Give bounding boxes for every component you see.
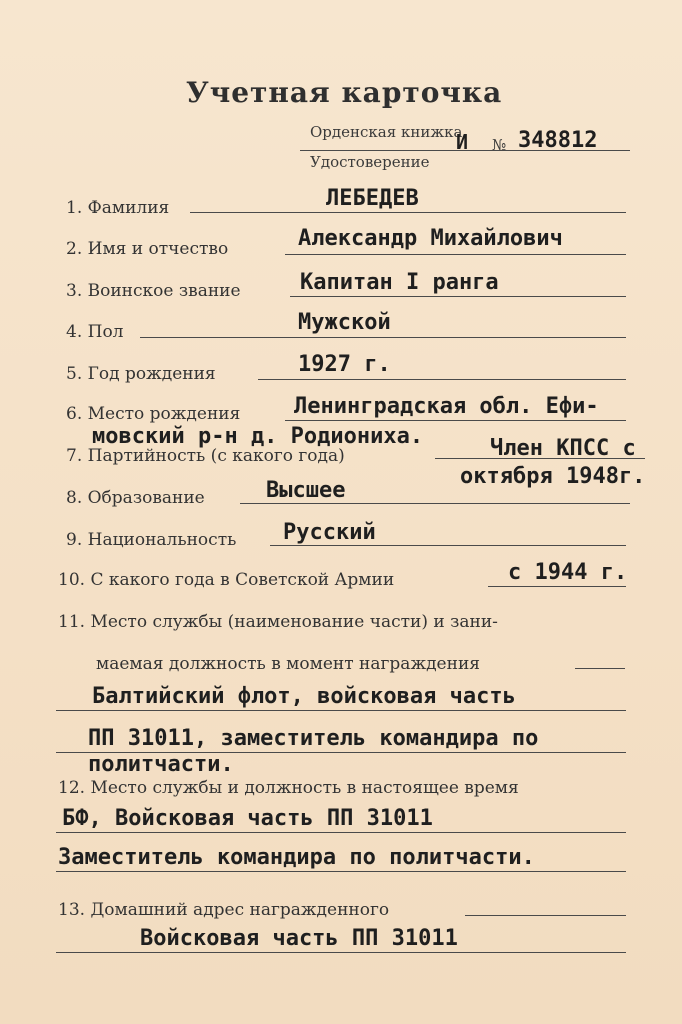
value-army-since: с 1944 г. bbox=[508, 560, 628, 585]
underline-3 bbox=[290, 296, 626, 297]
label-birth-year: 5. Год рождения bbox=[66, 364, 216, 384]
value-sex: Мужской bbox=[298, 310, 391, 335]
label-surname: 1. Фамилия bbox=[66, 198, 170, 218]
underline-1 bbox=[190, 212, 626, 213]
label-army-since: 10. С какого года в Советской Армии bbox=[58, 570, 395, 590]
value-service-place-1: Балтийский флот, войсковая часть bbox=[92, 684, 516, 709]
underline-11a bbox=[575, 668, 625, 669]
underline-13a bbox=[465, 915, 626, 916]
value-home-address: Войсковая часть ПП 31011 bbox=[140, 926, 458, 951]
value-education: Высшее bbox=[266, 478, 346, 503]
value-name: Александр Михайлович bbox=[298, 226, 563, 251]
underline-10 bbox=[488, 586, 626, 587]
value-rank: Капитан I ранга bbox=[300, 270, 499, 295]
label-education: 8. Образование bbox=[66, 488, 205, 508]
label-name: 2. Имя и отчество bbox=[66, 239, 229, 259]
value-party-1: Член КПСС с bbox=[490, 436, 636, 461]
label-party: 7. Партийность (с какого года) bbox=[66, 446, 345, 466]
underline-5 bbox=[258, 379, 626, 380]
underline-9 bbox=[270, 545, 626, 546]
label-nationality: 9. Национальность bbox=[66, 530, 237, 550]
card-title: Учетная карточка bbox=[186, 76, 503, 109]
underline-12a bbox=[56, 832, 626, 833]
label-birthplace: 6. Место рождения bbox=[66, 404, 241, 424]
label-service-place-1: 11. Место службы (наименование части) и зани- bbox=[58, 612, 498, 632]
value-party-2: октября 1948г. bbox=[460, 464, 646, 489]
underline-2 bbox=[285, 254, 626, 255]
label-service-place-2: маемая должность в момент награждения bbox=[96, 654, 480, 674]
underline-6 bbox=[285, 420, 626, 421]
value-nationality: Русский bbox=[283, 520, 376, 545]
underline-8 bbox=[240, 503, 630, 504]
underline-12b bbox=[56, 871, 626, 872]
doc-series: И bbox=[456, 130, 469, 154]
label-rank: 3. Воинское звание bbox=[66, 281, 241, 301]
value-surname: ЛЕБЕДЕВ bbox=[326, 186, 419, 211]
label-current-service: 12. Место службы и должность в настоящее время bbox=[58, 778, 519, 798]
underline-11b bbox=[56, 710, 626, 711]
doc-number: 348812 bbox=[518, 128, 598, 153]
value-current-service-2: Заместитель командира по политчасти. bbox=[58, 845, 535, 870]
label-home-address: 13. Домашний адрес награжденного bbox=[58, 900, 390, 920]
value-birthplace-2: мовский р-н д. Родиониха. bbox=[92, 424, 424, 449]
doc-type-certificate: Удостоверение bbox=[310, 153, 430, 171]
label-sex: 4. Пол bbox=[66, 322, 124, 342]
value-service-place-3: политчасти. bbox=[88, 752, 234, 777]
underline-7 bbox=[435, 458, 645, 459]
underline-4 bbox=[140, 337, 626, 338]
value-current-service-1: БФ, Войсковая часть ПП 31011 bbox=[62, 806, 433, 831]
value-birthplace-1: Ленинградская обл. Ефи- bbox=[294, 394, 599, 419]
doc-number-label: № bbox=[492, 136, 507, 154]
doc-underline bbox=[300, 150, 630, 151]
doc-type-order-book: Орденская книжка bbox=[310, 123, 463, 141]
value-birth-year: 1927 г. bbox=[298, 352, 391, 377]
value-service-place-2: ПП 31011, заместитель командира по bbox=[88, 726, 539, 751]
underline-13b bbox=[56, 952, 626, 953]
